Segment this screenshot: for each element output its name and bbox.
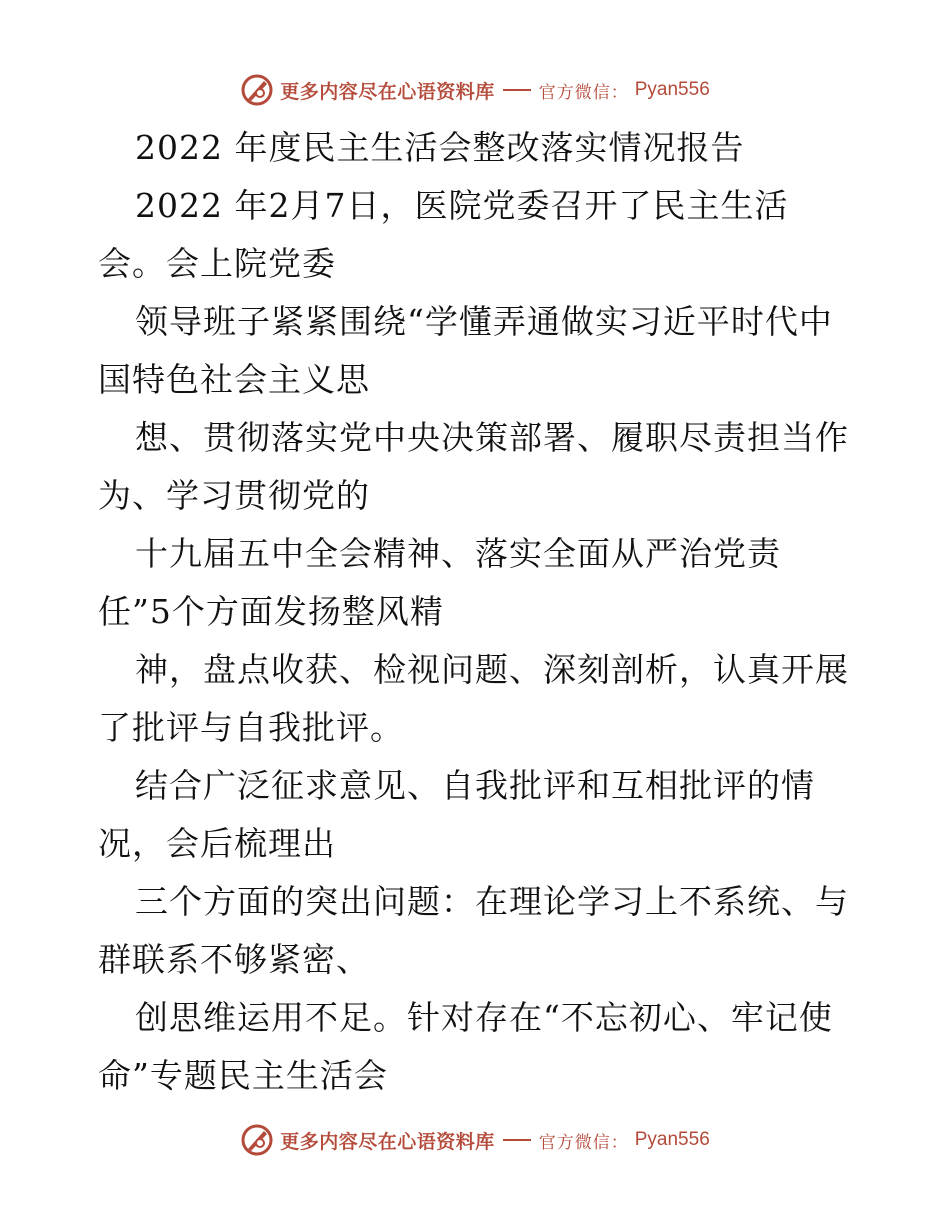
text-line: 会。会上院党委 bbox=[98, 244, 336, 283]
quill-seal-icon bbox=[240, 1123, 274, 1157]
text-line: 神，盘点收获、检视问题、深刻剖析，认真开展 bbox=[135, 650, 849, 689]
text-line: 况，会后梳理出 bbox=[98, 824, 336, 863]
text-line: 2022 年2月7日，医院党委召开了民主生活 bbox=[135, 186, 789, 225]
banner-wechat-label: 官方微信： bbox=[538, 82, 629, 103]
text-line: 命”专题民主生活会 bbox=[98, 1056, 388, 1095]
text-line: 结合广泛征求意见、自我批评和互相批评的情 bbox=[135, 766, 815, 805]
header-banner bbox=[0, 70, 950, 110]
text-line: 任”5个方面发扬整风精 bbox=[98, 592, 444, 631]
text-line: 国特色社会主义思 bbox=[98, 360, 370, 399]
text-line: 十九届五中全会精神、落实全面从严治党责 bbox=[135, 534, 781, 573]
footer-banner bbox=[0, 1120, 950, 1160]
text-line: 为、学习贯彻党的 bbox=[98, 476, 370, 515]
banner-divider bbox=[503, 89, 531, 91]
text-line: 领导班子紧紧围绕“学懂弄通做实习近平时代中 bbox=[135, 302, 833, 341]
text-line: 想、贯彻落实党中央决策部署、履职尽责担当作 bbox=[135, 418, 849, 457]
document-title: 2022 年度民主生活会整改落实情况报告 bbox=[135, 128, 745, 167]
banner-divider bbox=[503, 1139, 531, 1141]
text-line: 创思维运用不足。针对存在“不忘初心、牢记使 bbox=[135, 998, 833, 1037]
text-line: 群联系不够紧密、 bbox=[98, 940, 370, 979]
banner-title: 更多内容尽在心语资料库 bbox=[280, 1130, 495, 1153]
banner-wechat-label: 官方微信： bbox=[538, 1132, 629, 1153]
banner-wechat-id: Pyan556 bbox=[634, 79, 710, 100]
banner-wechat-id: Pyan556 bbox=[634, 1129, 710, 1150]
banner-title: 更多内容尽在心语资料库 bbox=[280, 80, 495, 103]
text-line: 三个方面的突出问题：在理论学习上不系统、与 bbox=[135, 882, 849, 921]
text-line: 了批评与自我批评。 bbox=[98, 708, 404, 747]
quill-seal-icon bbox=[240, 73, 274, 107]
